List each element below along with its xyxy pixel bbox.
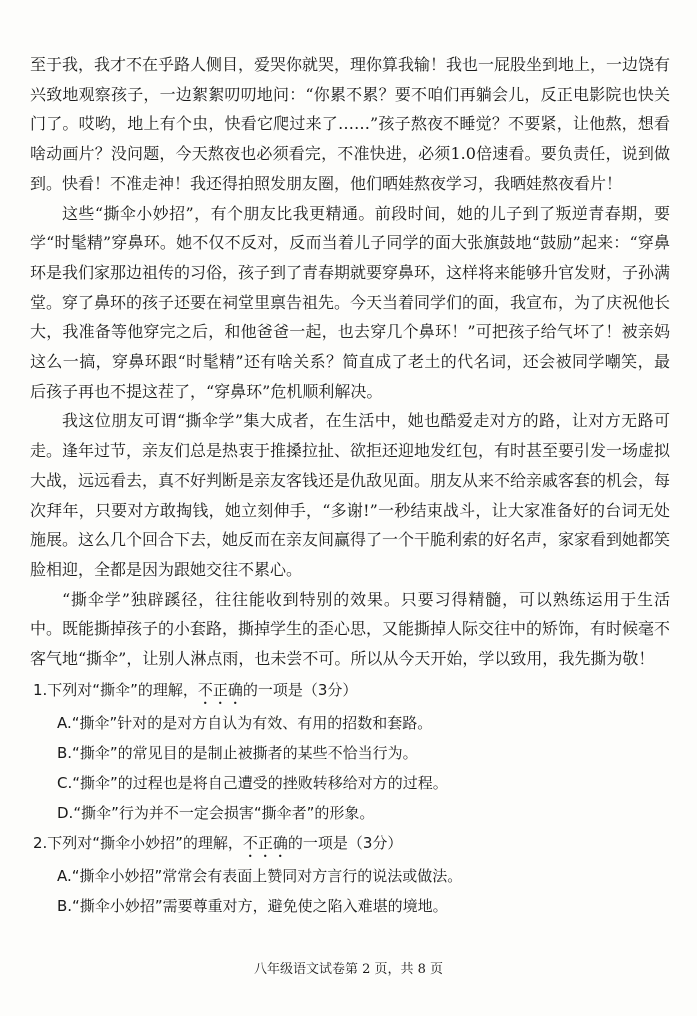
reading-passage — [30, 50, 670, 674]
question-stem-start: 2.下列对“撕伞小妙招”的理解， — [33, 834, 243, 852]
question-1-option-b: B.“撕伞”的常见目的是制止被撕者的某些不恰当行为。 — [57, 744, 418, 762]
question-stem-emphasis: 不正确 — [197, 681, 243, 699]
passage-paragraph-3: 我这位朋友可谓“撕伞学”集大成者，在生活中，她也酷爱走对方的路，让对方无路可走。逢年过节，亲友们总是热衷于推搡拉扯、欲拒还迎地发红包，有时甚至要引发一场虚拟大战，远远看去，真不好判断是亲友客钱还是仇敌见面。朋友从来不给亲戚客套的机会，每次拜年，只要对方敢掏钱，她立刻伸手，“多谢!”一秒结束战斗，让大家准备好的台词无处施展。这么几个回合下去，她反而在亲友间赢得了一个干脆利索的好名声，家家看到她都笑脸相迎，全都是因为跟她交往不累心。 — [30, 411, 671, 579]
question-stem-end: 的一项是（3分） — [287, 834, 403, 852]
passage-paragraph-1: 至于我，我才不在乎路人侧目，爱哭你就哭，理你算我输！我也一屁股坐到地上，一边饶有兴致地观察孩子，一边絮絮叨叨地问：“你累不累？要不咱们再躺会儿，反正电影院也快关门了。哎哟，地上有个虫，快看它爬过来了……”孩子熬夜不睡觉？不要紧，让他熬，想看啥动画片？没问题，今天熬夜也必须看完，不准快进，必须1.0倍速看。要负责任，说到做到。快看！不准走神！我还得拍照发朋友圈，他们晒娃熬夜学习，我晒娃熬夜看片！ — [30, 55, 671, 193]
passage-paragraph-2: 这些“撕伞小妙招”，有个朋友比我更精通。前段时间，她的儿子到了叛逆青春期，要学“时髦精”穿鼻环。她不仅不反对，反而当着儿子同学的面大张旗鼓地“鼓励”起来：“穿鼻环是我们家那边祖传的习俗，孩子到了青春期就要穿鼻环，这样将来能够升官发财，子孙满堂。穿了鼻环的孩子还要在祠堂里禀告祖先。今天当着同学们的面，我宣布，为了庆祝他长大，我准备等他穿完之后，和他爸爸一起，也去穿几个鼻环！”可把孩子给气坏了！被亲妈这么一搞，穿鼻环跟“时髦精”还有啥关系？简直成了老土的代名词，还会被同学嘲笑，最后孩子再也不提这茬了，“穿鼻环”危机顺利解决。 — [30, 203, 671, 401]
question-section — [33, 675, 663, 921]
question-2-option-a: A.“撕伞小妙招”常常会有表面上赞同对方言行的说法或做法。 — [57, 867, 463, 885]
question-1-option-c: C.“撕伞”的过程也是将自己遭受的挫败转移给对方的过程。 — [57, 774, 448, 792]
page-footer: 八年级语文试卷第 2 页，共 8 页 — [253, 962, 444, 977]
question-1-stem — [33, 675, 663, 708]
question-1-option-d: D.“撕伞”行为并不一定会损害“撕伞者”的形象。 — [57, 804, 375, 822]
question-2-option-b: B.“撕伞小妙招”需要尊重对方，避免使之陷入难堪的境地。 — [57, 897, 448, 915]
passage-paragraph-4: “撕伞学”独辟蹊径，往往能收到特别的效果。只要习得精髓，可以熟练运用于生活中。既能撕掉孩子的小套路，撕掉学生的歪心思，又能撕掉人际交往中的矫饰，有时候毫不客气地“撕伞”，让别人淋点雨，也未尝不可。所以从今天开始，学以致用，我先撕为敬！ — [30, 589, 671, 669]
question-1-option-a: A.“撕伞”针对的是对方自认为有效、有用的招数和套路。 — [57, 714, 433, 732]
question-stem-end: 的一项是（3分） — [242, 681, 358, 699]
question-stem-start: 1.下列对“撕伞”的理解， — [33, 681, 198, 699]
question-2-stem — [33, 828, 663, 861]
question-stem-emphasis: 不正确 — [242, 834, 288, 852]
